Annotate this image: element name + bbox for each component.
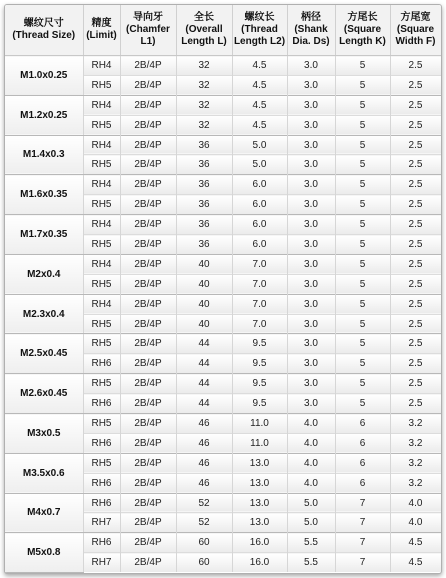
square-length-cell: 6 <box>335 473 390 493</box>
chamfer-cell: 2B/4P <box>120 493 176 513</box>
chamfer-cell: 2B/4P <box>120 235 176 255</box>
thread-length-cell: 11.0 <box>232 433 287 453</box>
chamfer-cell: 2B/4P <box>120 195 176 215</box>
overall-length-cell: 36 <box>176 155 232 175</box>
shank-dia-cell: 3.0 <box>287 374 335 394</box>
header-label-zh: 全长 <box>194 12 214 23</box>
square-length-cell: 6 <box>335 414 390 434</box>
shank-dia-cell: 4.0 <box>287 414 335 434</box>
square-length-cell: 5 <box>335 95 390 115</box>
chamfer-cell: 2B/4P <box>120 334 176 354</box>
limit-cell: RH4 <box>83 175 120 195</box>
square-width-cell: 4.0 <box>390 493 441 513</box>
thread-size-cell: M2.3x0.4 <box>5 294 83 334</box>
overall-length-cell: 32 <box>176 75 232 95</box>
thread-length-cell: 13.0 <box>232 473 287 493</box>
thread-length-cell: 13.0 <box>232 493 287 513</box>
square-length-cell: 5 <box>335 254 390 274</box>
chamfer-cell: 2B/4P <box>120 115 176 135</box>
square-width-cell: 2.5 <box>390 95 441 115</box>
square-length-cell: 5 <box>335 274 390 294</box>
square-width-cell: 4.0 <box>390 513 441 533</box>
header-label-en: (Chamfer L1) <box>126 24 170 47</box>
square-length-cell: 5 <box>335 294 390 314</box>
limit-cell: RH6 <box>83 394 120 414</box>
thread-length-cell: 7.0 <box>232 294 287 314</box>
shank-dia-cell: 3.0 <box>287 294 335 314</box>
overall-length-cell: 44 <box>176 394 232 414</box>
overall-length-cell: 36 <box>176 195 232 215</box>
shank-dia-cell: 3.0 <box>287 254 335 274</box>
square-width-cell: 2.5 <box>390 334 441 354</box>
thread-size-cell: M5x0.8 <box>5 533 83 572</box>
thread-length-cell: 4.5 <box>232 56 287 76</box>
thread-size-cell: M1.7x0.35 <box>5 215 83 255</box>
spec-table-frame <box>4 4 442 574</box>
table-row <box>5 135 441 155</box>
header-thread-size <box>5 5 83 56</box>
shank-dia-cell: 3.0 <box>287 115 335 135</box>
overall-length-cell: 40 <box>176 254 232 274</box>
thread-length-cell: 16.0 <box>232 533 287 553</box>
overall-length-cell: 46 <box>176 433 232 453</box>
shank-dia-cell: 3.0 <box>287 235 335 255</box>
limit-cell: RH6 <box>83 354 120 374</box>
square-width-cell: 2.5 <box>390 56 441 76</box>
limit-cell: RH4 <box>83 254 120 274</box>
thread-length-cell: 6.0 <box>232 215 287 235</box>
thread-length-cell: 5.0 <box>232 135 287 155</box>
square-length-cell: 6 <box>335 433 390 453</box>
header-label-zh: 方尾长 <box>347 12 378 23</box>
chamfer-cell: 2B/4P <box>120 553 176 572</box>
limit-cell: RH5 <box>83 453 120 473</box>
square-length-cell: 5 <box>335 175 390 195</box>
header-shank-dia <box>287 5 335 56</box>
shank-dia-cell: 3.0 <box>287 135 335 155</box>
overall-length-cell: 60 <box>176 533 232 553</box>
thread-length-cell: 13.0 <box>232 453 287 473</box>
overall-length-cell: 36 <box>176 175 232 195</box>
table-row <box>5 453 441 473</box>
thread-length-cell: 4.5 <box>232 75 287 95</box>
square-length-cell: 5 <box>335 115 390 135</box>
thread-size-cell: M3x0.5 <box>5 414 83 454</box>
chamfer-cell: 2B/4P <box>120 433 176 453</box>
shank-dia-cell: 3.0 <box>287 56 335 76</box>
table-row <box>5 95 441 115</box>
overall-length-cell: 44 <box>176 374 232 394</box>
table-row <box>5 414 441 434</box>
header-label-en: (Square Length K) <box>339 24 386 47</box>
square-length-cell: 5 <box>335 135 390 155</box>
limit-cell: RH5 <box>83 115 120 135</box>
square-length-cell: 5 <box>335 56 390 76</box>
chamfer-cell: 2B/4P <box>120 155 176 175</box>
shank-dia-cell: 5.5 <box>287 553 335 572</box>
limit-cell: RH4 <box>83 135 120 155</box>
overall-length-cell: 46 <box>176 453 232 473</box>
thread-length-cell: 6.0 <box>232 175 287 195</box>
table-row <box>5 294 441 314</box>
thread-length-cell: 6.0 <box>232 195 287 215</box>
square-width-cell: 4.5 <box>390 553 441 572</box>
chamfer-cell: 2B/4P <box>120 56 176 76</box>
limit-cell: RH4 <box>83 56 120 76</box>
overall-length-cell: 36 <box>176 235 232 255</box>
square-length-cell: 5 <box>335 374 390 394</box>
square-width-cell: 3.2 <box>390 453 441 473</box>
overall-length-cell: 46 <box>176 414 232 434</box>
header-label-zh: 方尾宽 <box>400 12 431 23</box>
limit-cell: RH5 <box>83 374 120 394</box>
thread-size-cell: M4x0.7 <box>5 493 83 533</box>
square-width-cell: 2.5 <box>390 294 441 314</box>
table-row <box>5 493 441 513</box>
shank-dia-cell: 3.0 <box>287 195 335 215</box>
overall-length-cell: 60 <box>176 553 232 572</box>
square-length-cell: 5 <box>335 354 390 374</box>
square-width-cell: 2.5 <box>390 314 441 334</box>
table-row <box>5 334 441 354</box>
square-length-cell: 7 <box>335 533 390 553</box>
overall-length-cell: 32 <box>176 56 232 76</box>
thread-length-cell: 9.5 <box>232 354 287 374</box>
chamfer-cell: 2B/4P <box>120 533 176 553</box>
square-length-cell: 5 <box>335 314 390 334</box>
header-square-width <box>390 5 441 56</box>
limit-cell: RH5 <box>83 274 120 294</box>
chamfer-cell: 2B/4P <box>120 294 176 314</box>
chamfer-cell: 2B/4P <box>120 314 176 334</box>
header-row <box>5 5 441 56</box>
chamfer-cell: 2B/4P <box>120 215 176 235</box>
shank-dia-cell: 4.0 <box>287 433 335 453</box>
limit-cell: RH5 <box>83 75 120 95</box>
header-label-zh: 精度 <box>91 18 112 29</box>
square-length-cell: 5 <box>335 155 390 175</box>
chamfer-cell: 2B/4P <box>120 453 176 473</box>
square-width-cell: 4.5 <box>390 533 441 553</box>
overall-length-cell: 40 <box>176 294 232 314</box>
limit-cell: RH7 <box>83 513 120 533</box>
thread-length-cell: 7.0 <box>232 314 287 334</box>
square-length-cell: 6 <box>335 453 390 473</box>
square-width-cell: 2.5 <box>390 155 441 175</box>
overall-length-cell: 36 <box>176 135 232 155</box>
table-row <box>5 56 441 76</box>
header-label-zh: 螺纹长 <box>244 12 275 23</box>
square-width-cell: 2.5 <box>390 75 441 95</box>
header-thread-length <box>232 5 287 56</box>
square-width-cell: 2.5 <box>390 135 441 155</box>
chamfer-cell: 2B/4P <box>120 513 176 533</box>
header-square-length <box>335 5 390 56</box>
shank-dia-cell: 3.0 <box>287 75 335 95</box>
header-label-zh: 柄径 <box>301 12 321 23</box>
chamfer-cell: 2B/4P <box>120 414 176 434</box>
thread-length-cell: 11.0 <box>232 414 287 434</box>
shank-dia-cell: 5.0 <box>287 493 335 513</box>
chamfer-cell: 2B/4P <box>120 473 176 493</box>
limit-cell: RH5 <box>83 414 120 434</box>
thread-length-cell: 7.0 <box>232 254 287 274</box>
square-length-cell: 7 <box>335 513 390 533</box>
thread-length-cell: 5.0 <box>232 155 287 175</box>
thread-length-cell: 9.5 <box>232 374 287 394</box>
shank-dia-cell: 3.0 <box>287 175 335 195</box>
limit-cell: RH5 <box>83 155 120 175</box>
thread-length-cell: 9.5 <box>232 394 287 414</box>
thread-size-cell: M1.6x0.35 <box>5 175 83 215</box>
limit-cell: RH4 <box>83 95 120 115</box>
square-width-cell: 2.5 <box>390 274 441 294</box>
square-length-cell: 7 <box>335 553 390 572</box>
square-length-cell: 7 <box>335 493 390 513</box>
thread-length-cell: 6.0 <box>232 235 287 255</box>
shank-dia-cell: 3.0 <box>287 314 335 334</box>
chamfer-cell: 2B/4P <box>120 394 176 414</box>
shank-dia-cell: 3.0 <box>287 394 335 414</box>
thread-size-cell: M2.6x0.45 <box>5 374 83 414</box>
table-row <box>5 175 441 195</box>
shank-dia-cell: 5.0 <box>287 513 335 533</box>
chamfer-cell: 2B/4P <box>120 135 176 155</box>
shank-dia-cell: 3.0 <box>287 155 335 175</box>
square-width-cell: 2.5 <box>390 215 441 235</box>
limit-cell: RH6 <box>83 473 120 493</box>
chamfer-cell: 2B/4P <box>120 95 176 115</box>
shank-dia-cell: 3.0 <box>287 95 335 115</box>
table-row <box>5 533 441 553</box>
square-width-cell: 3.2 <box>390 433 441 453</box>
square-length-cell: 5 <box>335 394 390 414</box>
overall-length-cell: 52 <box>176 513 232 533</box>
thread-length-cell: 9.5 <box>232 334 287 354</box>
overall-length-cell: 40 <box>176 274 232 294</box>
square-width-cell: 2.5 <box>390 175 441 195</box>
chamfer-cell: 2B/4P <box>120 75 176 95</box>
square-length-cell: 5 <box>335 75 390 95</box>
header-label-en: (Square Width F) <box>395 24 436 47</box>
header-label-en: (Shank Dia. Ds) <box>292 24 330 47</box>
square-length-cell: 5 <box>335 215 390 235</box>
overall-length-cell: 44 <box>176 354 232 374</box>
chamfer-cell: 2B/4P <box>120 175 176 195</box>
overall-length-cell: 44 <box>176 334 232 354</box>
header-label-en: (Overall Length L) <box>181 24 227 47</box>
square-width-cell: 2.5 <box>390 235 441 255</box>
header-chamfer <box>120 5 176 56</box>
thread-size-cell: M2.5x0.45 <box>5 334 83 374</box>
chamfer-cell: 2B/4P <box>120 374 176 394</box>
limit-cell: RH4 <box>83 215 120 235</box>
square-width-cell: 3.2 <box>390 473 441 493</box>
header-overall-length <box>176 5 232 56</box>
overall-length-cell: 32 <box>176 115 232 135</box>
overall-length-cell: 32 <box>176 95 232 115</box>
thread-length-cell: 13.0 <box>232 513 287 533</box>
square-width-cell: 2.5 <box>390 254 441 274</box>
thread-size-cell: M3.5x0.6 <box>5 453 83 493</box>
limit-cell: RH5 <box>83 314 120 334</box>
square-length-cell: 5 <box>335 195 390 215</box>
header-limit <box>83 5 120 56</box>
header-label-en: (Limit) <box>86 30 117 41</box>
thread-length-cell: 4.5 <box>232 95 287 115</box>
square-width-cell: 2.5 <box>390 394 441 414</box>
limit-cell: RH6 <box>83 433 120 453</box>
overall-length-cell: 52 <box>176 493 232 513</box>
limit-cell: RH5 <box>83 235 120 255</box>
thread-size-cell: M1.0x0.25 <box>5 56 83 96</box>
shank-dia-cell: 4.0 <box>287 453 335 473</box>
limit-cell: RH4 <box>83 294 120 314</box>
overall-length-cell: 36 <box>176 215 232 235</box>
header-label-zh: 螺纹尺寸 <box>23 18 64 29</box>
table-body <box>5 56 441 573</box>
header-label-en: (Thread Length L2) <box>233 24 286 47</box>
limit-cell: RH5 <box>83 195 120 215</box>
tap-spec-table <box>5 5 442 573</box>
limit-cell: RH7 <box>83 553 120 572</box>
shank-dia-cell: 4.0 <box>287 473 335 493</box>
limit-cell: RH6 <box>83 493 120 513</box>
overall-length-cell: 40 <box>176 314 232 334</box>
table-row <box>5 254 441 274</box>
thread-length-cell: 4.5 <box>232 115 287 135</box>
shank-dia-cell: 3.0 <box>287 334 335 354</box>
thread-length-cell: 16.0 <box>232 553 287 572</box>
shank-dia-cell: 3.0 <box>287 354 335 374</box>
thread-length-cell: 7.0 <box>232 274 287 294</box>
square-length-cell: 5 <box>335 334 390 354</box>
shank-dia-cell: 5.5 <box>287 533 335 553</box>
thread-size-cell: M1.4x0.3 <box>5 135 83 175</box>
chamfer-cell: 2B/4P <box>120 354 176 374</box>
table-row <box>5 374 441 394</box>
table-row <box>5 215 441 235</box>
thread-size-cell: M2x0.4 <box>5 254 83 294</box>
limit-cell: RH6 <box>83 533 120 553</box>
shank-dia-cell: 3.0 <box>287 274 335 294</box>
square-length-cell: 5 <box>335 235 390 255</box>
square-width-cell: 2.5 <box>390 195 441 215</box>
thread-size-cell: M1.2x0.25 <box>5 95 83 135</box>
shank-dia-cell: 3.0 <box>287 215 335 235</box>
square-width-cell: 2.5 <box>390 374 441 394</box>
chamfer-cell: 2B/4P <box>120 274 176 294</box>
limit-cell: RH5 <box>83 334 120 354</box>
square-width-cell: 3.2 <box>390 414 441 434</box>
header-label-zh: 导向牙 <box>133 12 163 23</box>
overall-length-cell: 46 <box>176 473 232 493</box>
square-width-cell: 2.5 <box>390 115 441 135</box>
square-width-cell: 2.5 <box>390 354 441 374</box>
header-label-en: (Thread Size) <box>12 30 76 41</box>
chamfer-cell: 2B/4P <box>120 254 176 274</box>
